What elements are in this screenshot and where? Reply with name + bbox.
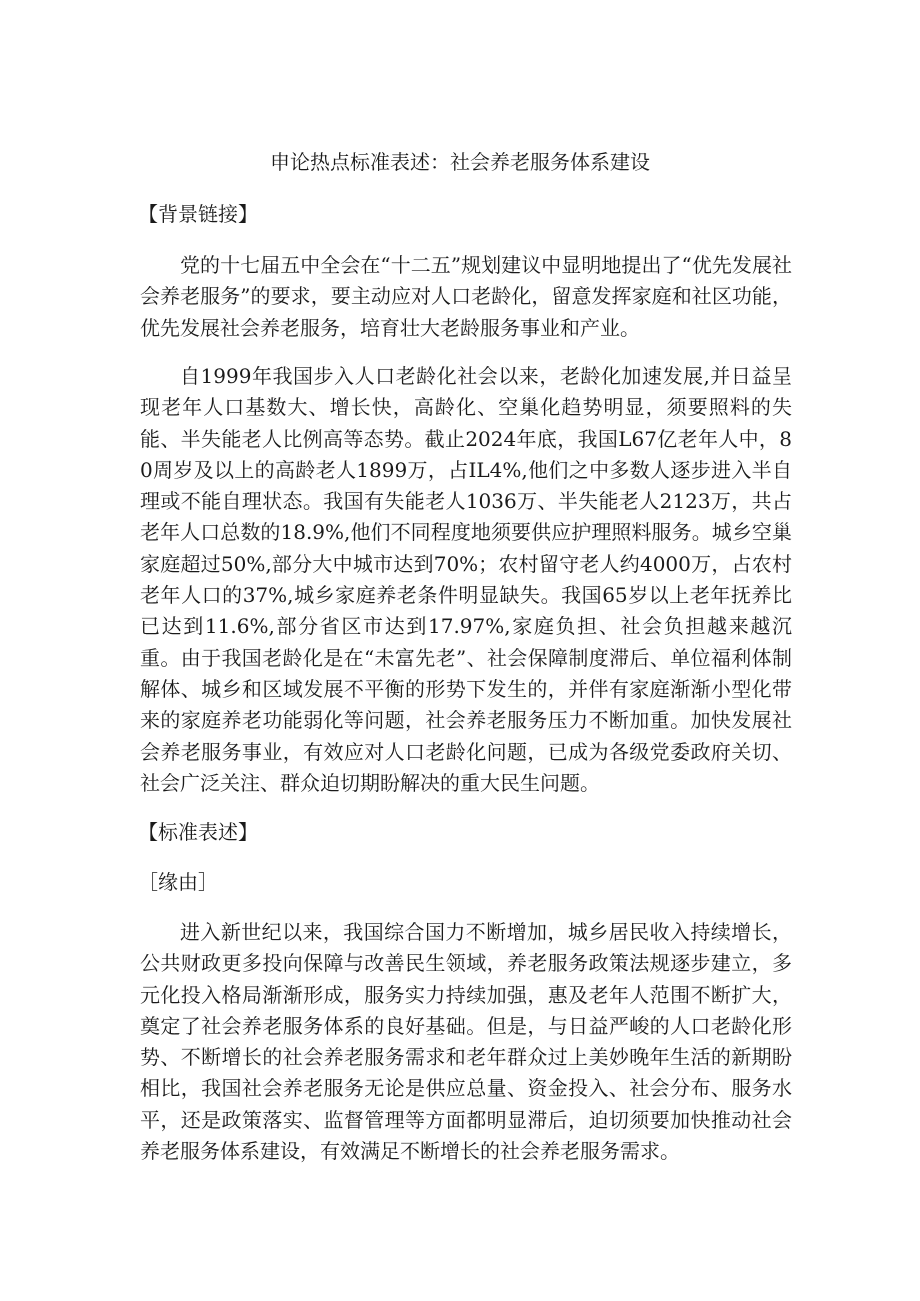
paragraph-reason-1: 进入新世纪以来，我国综合国力不断增加，城乡居民收入持续增长，公共财政更多投向保障与改善民生领域，养老服务政策法规逐步建立，多元化投入格局渐渐形成，服务实力持续加强，惠及老年人范围不断扩大，奠定了社会养老服务体系的良好基础。但是，与日益严峻的人口老龄化形势、不断增长的社会养老服务需求和老年群众过上美妙晚年生活的新期盼相比，我国社会养老服务无论是供应总量、资金投入、社会分布、服务水平，还是政策落实、监督管理等方面都明显滞后，迫切须要加快推动社会养老服务体系建设，有效满足不断增长的社会养老服务需求。 xyxy=(140,920,792,1164)
section-heading-background: 【背景链接】 xyxy=(138,202,258,226)
paragraph-background-1: 党的十七届五中全会在“十二五”规划建议中显明地提出了“优先发展社会养老服务”的要求，要主动应对人口老龄化，留意发挥家庭和社区功能，优先发展社会养老服务，培育壮大老龄服务事业和产业。 xyxy=(140,253,792,340)
section-heading-standard: 【标准表述】 xyxy=(138,820,258,844)
document-title: 申论热点标准表述：社会养老服务体系建设 xyxy=(270,150,650,174)
subsection-heading-reason: ［缘由］ xyxy=(138,870,218,894)
paragraph-background-2: 自1999年我国步入人口老龄化社会以来，老龄化加速发展,并日益呈现老年人口基数大、增长快，高龄化、空巢化趋势明显，须要照料的失能、半失能老人比例高等态势。截止2024年底，我国L67亿老年人中，80周岁及以上的高龄老人1899万，占IL4%,他们之中多数人逐步进入半自理或不能自理状态。我国有失能老人1036万、半失能老人2123万，共占老年人口总数的18.9%,他们不同程度地须要供应护理照料服务。城乡空巢家庭超过50%,部分大中城市达到70%；农村留守老人约4000万，占农村老年人口的37%,城乡家庭养老条件明显缺失。我国65岁以上老年抚养比已达到11.6%,部分省区市达到17.97%,家庭负担、社会负担越来越沉重。由于我国老龄化是在“未富先老”、社会保障制度滞后、单位福利体制解体、城乡和区域发展不平衡的形势下发生的，并伴有家庭渐渐小型化带来的家庭养老功能弱化等问题，社会养老服务压力不断加重。加快发展社会养老服务事业，有效应对人口老龄化问题，已成为各级党委政府关切、社会广泛关注、群众迫切期盼解决的重大民生问题。 xyxy=(140,364,792,795)
